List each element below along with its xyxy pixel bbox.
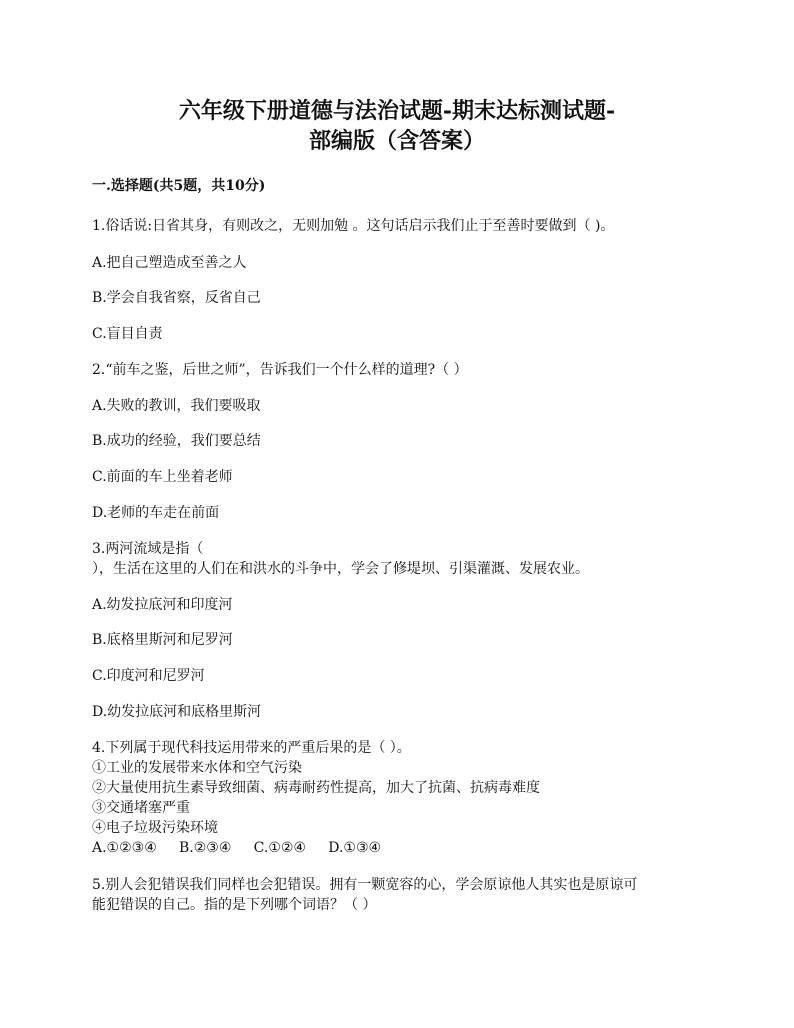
document-title-line-1: 六年级下册道德与法治试题-期末达标测试题-: [178, 98, 616, 124]
question-3-option-a: A.幼发拉底河和印度河: [92, 597, 233, 613]
question-2-option-a: A.失败的教训，我们要吸取: [92, 398, 261, 414]
question-4-choices: A.①②③④ B.②③④ C.①②④ D.①③④: [92, 840, 382, 856]
question-3-stem-line-1: 3.两河流域是指（: [92, 541, 204, 557]
document-title-line-2: 部编版（含答案）: [308, 128, 485, 154]
question-1-stem: 1.俗话说:日省其身，有则改之，无则加勉 。这句话启示我们止于至善时要做到（ )。: [92, 218, 615, 234]
question-3-option-c: C.印度河和尼罗河: [92, 668, 205, 684]
question-3-option-b: B.底格里斯河和尼罗河: [92, 632, 233, 648]
question-2-stem: 2.“前车之鉴，后世之师”，告诉我们一个什么样的道理?（ ）: [92, 362, 468, 378]
question-2-option-b: B.成功的经验，我们要总结: [92, 433, 261, 449]
question-5-stem-line-1: 5.别人会犯错误我们同样也会犯错误。拥有一颗宽容的心，学会原谅他人其实也是原谅可: [92, 877, 638, 893]
question-2-option-c: C.前面的车上坐着老师: [92, 469, 233, 485]
question-3-stem-line-2: ），生活在这里的人们在和洪水的斗争中，学会了修堤坝、引渠灌溉、发展农业。: [92, 561, 589, 577]
question-4-item-4: ④电子垃圾污染环境: [92, 820, 218, 836]
question-5-stem-line-2: 能犯错误的自己。指的是下列哪个词语？（ ）: [92, 897, 377, 913]
question-1-option-c: C.盲目自责: [92, 326, 163, 342]
question-4-item-2: ②大量使用抗生素导致细菌、病毒耐药性提高，加大了抗菌、抗病毒难度: [92, 780, 540, 796]
question-1-option-a: A.把自己塑造成至善之人: [92, 255, 247, 271]
question-2-option-d: D.老师的车走在前面: [92, 505, 220, 521]
section-heading: 一.选择题(共5题，共10分): [92, 178, 266, 194]
question-4-item-3: ③交通堵塞严重: [92, 800, 190, 816]
question-4: [92, 738, 712, 858]
question-1-option-b: B.学会自我省察，反省自己: [92, 290, 261, 306]
question-4-stem: 4.下列属于现代科技运用带来的严重后果的是（ ）。: [92, 740, 411, 756]
question-3-option-d: D.幼发拉底河和底格里斯河: [92, 704, 262, 720]
question-4-item-1: ①工业的发展带来水体和空气污染: [92, 760, 302, 776]
